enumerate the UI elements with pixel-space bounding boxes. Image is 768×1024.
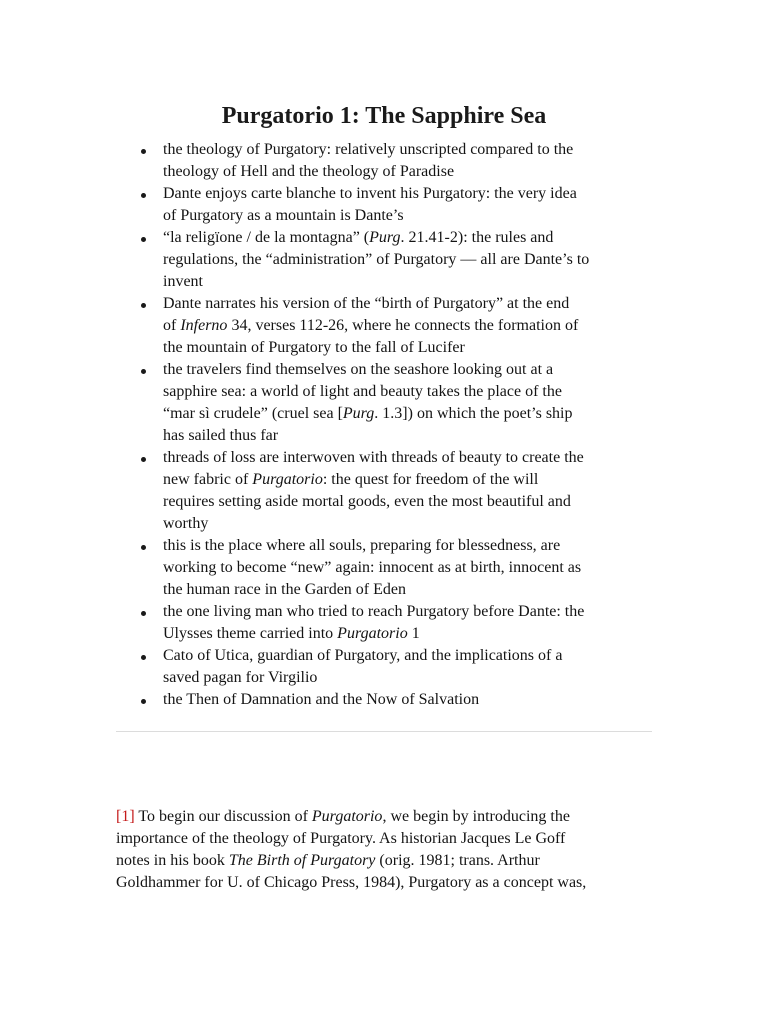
bullet-line	[163, 667, 663, 689]
bullet-item	[163, 535, 663, 601]
bullet-dot-icon	[141, 237, 146, 242]
bullet-dot-icon	[141, 611, 146, 616]
text-run: requires setting aside mortal goods, even the most beautiful and	[163, 493, 571, 510]
bullet-item	[163, 601, 663, 645]
text-run: new fabric of	[163, 471, 253, 488]
text-run: theology of Hell and the theology of Paradise	[163, 163, 455, 180]
text-run: the one living man who tried to reach Purgatory before Dante: the	[163, 603, 585, 620]
page-title: Purgatorio 1: The Sapphire Sea	[221, 103, 547, 129]
bullet-item	[163, 227, 663, 293]
text-run: has sailed thus far	[163, 427, 279, 444]
text-run: the mountain of Purgatory to the fall of Lucifer	[163, 339, 465, 356]
bullet-dot-icon	[141, 699, 146, 704]
bullet-line	[163, 359, 663, 381]
bullet-line	[163, 491, 663, 513]
bullet-line	[163, 601, 663, 623]
text-run: , we begin by introducing the	[382, 808, 570, 825]
bullet-dot-icon	[141, 369, 146, 374]
bullet-line	[163, 183, 663, 205]
bullet-line	[163, 161, 663, 183]
bullet-line	[163, 557, 663, 579]
text-run: sapphire sea: a world of light and beauty takes the place of the	[163, 383, 562, 400]
topic-bullet-list	[163, 139, 663, 711]
bullet-line	[163, 381, 663, 403]
text-run: saved pagan for Virgilio	[163, 669, 318, 686]
text-run: the theology of Purgatory: relatively unscripted compared to the	[163, 141, 574, 158]
bullet-line	[163, 425, 663, 447]
bullet-line	[163, 513, 663, 535]
bullet-dot-icon	[141, 457, 146, 462]
text-run: working to become “new” again: innocent as at birth, innocent as	[163, 559, 582, 576]
text-run: worthy	[163, 515, 209, 532]
text-run: invent	[163, 273, 203, 290]
bullet-line	[163, 249, 663, 271]
italic-title: Purg	[369, 229, 401, 246]
bullet-line	[163, 337, 663, 359]
text-run: this is the place where all souls, preparing for blessedness, are	[163, 537, 561, 554]
text-run: (orig. 1981; trans. Arthur	[375, 852, 540, 869]
paragraph-line	[116, 806, 656, 828]
paragraph-line	[116, 872, 656, 894]
text-run: Dante enjoys carte blanche to invent his Purgatory: the very idea	[163, 185, 577, 202]
text-run: Dante narrates his version of the “birth of Purgatory” at the end	[163, 295, 570, 312]
bullet-line	[163, 447, 663, 469]
text-run: of	[163, 317, 181, 334]
bullet-item	[163, 359, 663, 447]
text-run: importance of the theology of Purgatory. As historian Jacques Le Goff	[116, 830, 566, 847]
italic-title: Inferno	[180, 317, 228, 334]
paragraph-line	[116, 828, 656, 850]
text-run: “mar sì crudele” (cruel sea [	[163, 405, 343, 422]
section-divider	[116, 731, 652, 732]
bullet-dot-icon	[141, 193, 146, 198]
italic-title: The Birth of Purgatory	[228, 852, 376, 869]
bullet-line	[163, 535, 663, 557]
text-run: . 1.3]) on which the poet’s ship	[374, 405, 573, 422]
bullet-item	[163, 689, 663, 711]
text-run: the Then of Damnation and the Now of Salvation	[163, 691, 480, 708]
paragraph-line	[116, 850, 656, 872]
text-run: . 21.41-2): the rules and	[400, 229, 554, 246]
text-run: To begin our discussion of	[134, 808, 312, 825]
text-run: Ulysses theme carried into	[163, 625, 338, 642]
bullet-dot-icon	[141, 149, 146, 154]
text-run: Cato of Utica, guardian of Purgatory, and the implications of a	[163, 647, 563, 664]
italic-title: Purgatorio	[337, 625, 408, 642]
bullet-item	[163, 447, 663, 535]
text-run: threads of loss are interwoven with threads of beauty to create the	[163, 449, 584, 466]
text-run: the travelers find themselves on the seashore looking out at a	[163, 361, 554, 378]
bullet-item	[163, 293, 663, 359]
bullet-item	[163, 183, 663, 227]
italic-title: Purgatorio	[311, 808, 383, 825]
bullet-line	[163, 645, 663, 667]
bullet-line	[163, 315, 663, 337]
text-run: regulations, the “administration” of Purgatory — all are Dante’s to	[163, 251, 590, 268]
bullet-line	[163, 689, 663, 711]
text-run: notes in his book	[116, 852, 229, 869]
bullet-line	[163, 293, 663, 315]
bullet-line	[163, 469, 663, 491]
italic-title: Purg	[342, 405, 375, 422]
bullet-dot-icon	[141, 545, 146, 550]
text-run: Goldhammer for U. of Chicago Press, 1984), Purgatory as a concept was,	[116, 874, 587, 891]
bullet-line	[163, 271, 663, 293]
text-run: 1	[407, 625, 420, 642]
text-run: 34, verses 112-26, where he connects the formation of	[227, 317, 579, 334]
bullet-item	[163, 645, 663, 689]
bullet-line	[163, 403, 663, 425]
text-run: the human race in the Garden of Eden	[163, 581, 407, 598]
italic-title: Purgatorio	[252, 471, 323, 488]
bullet-dot-icon	[141, 655, 146, 660]
intro-paragraph	[116, 806, 656, 894]
bullet-line	[163, 205, 663, 227]
text-run: of Purgatory as a mountain is Dante’s	[163, 207, 404, 224]
bullet-line	[163, 139, 663, 161]
text-run: “la religïone / de la montagna” (	[163, 229, 370, 246]
text-run: : the quest for freedom of the will	[322, 471, 539, 488]
bullet-line	[163, 227, 663, 249]
bullet-line	[163, 579, 663, 601]
footnote-link-1[interactable]: [1]	[116, 808, 135, 825]
bullet-line	[163, 623, 663, 645]
bullet-item	[163, 139, 663, 183]
bullet-dot-icon	[141, 303, 146, 308]
